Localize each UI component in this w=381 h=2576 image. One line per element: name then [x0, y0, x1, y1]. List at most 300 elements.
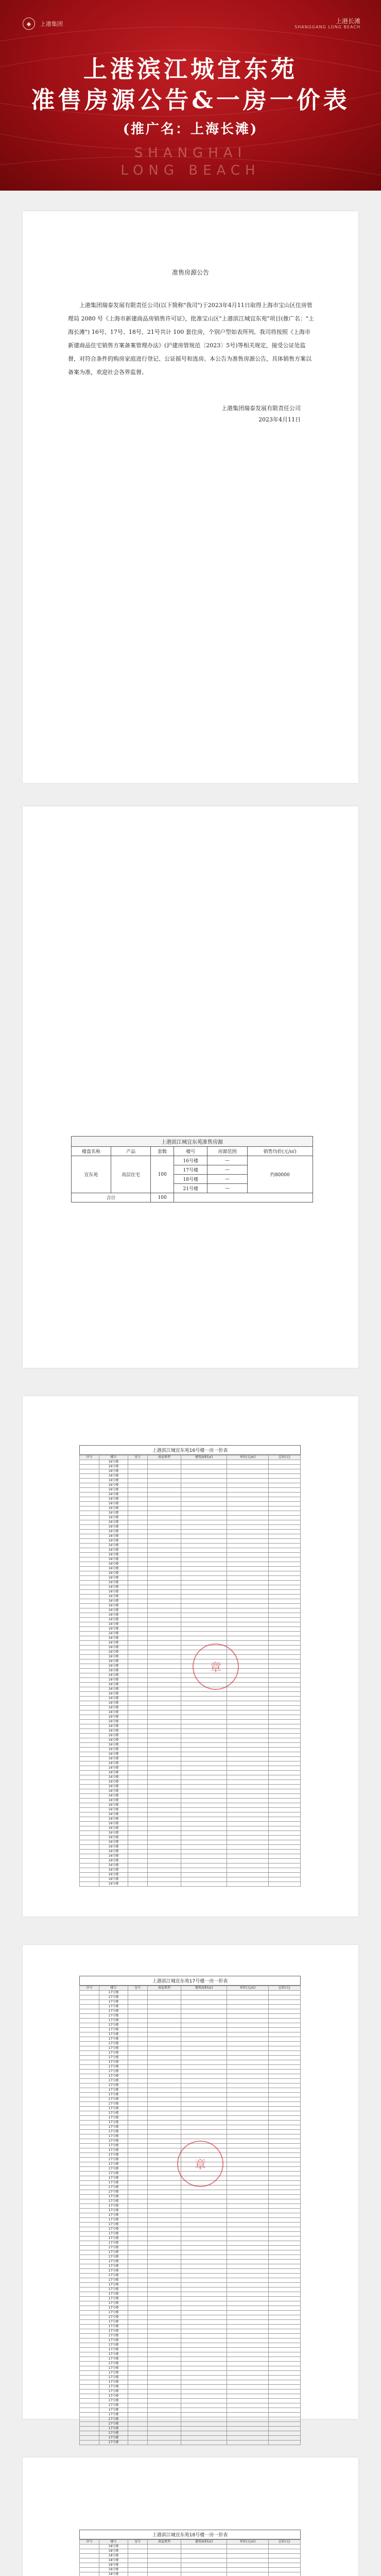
unit-cell: 17号楼 [99, 2338, 128, 2343]
unit-cell [181, 1516, 227, 1520]
unit-cell [147, 1497, 181, 1502]
unit-cell: 16号楼 [99, 1655, 128, 1659]
summary-range-detail: — [207, 1175, 247, 1184]
unit-cell: 16号楼 [99, 1585, 128, 1590]
unit-cell [147, 2389, 181, 2394]
unit-row [80, 1516, 301, 1520]
unit-cell [268, 1479, 300, 1483]
unit-row [80, 2549, 301, 2554]
unit-cell [80, 2399, 99, 2403]
unit-cell [147, 1553, 181, 1557]
unit-cell [147, 1868, 181, 1873]
unit-row [80, 2032, 301, 2037]
unit-cell [147, 2554, 181, 2558]
unit-cell [181, 1701, 227, 1706]
unit-cell [268, 2176, 300, 2181]
unit-cell [147, 1882, 181, 1887]
unit-cell [227, 1483, 268, 1488]
unit-cell [128, 1646, 147, 1650]
unit-cell [227, 1771, 268, 1775]
unit-cell [147, 2301, 181, 2306]
summary-range: 21号楼 [174, 1184, 207, 1193]
summary-range-detail: — [207, 1165, 247, 1175]
unit-cell [80, 2545, 99, 2549]
unit-cell [147, 2329, 181, 2334]
unit-cell [147, 1613, 181, 1618]
unit-cell [268, 2199, 300, 2204]
unit-cell: 16号楼 [99, 1780, 128, 1785]
unit-table-document-2 [23, 1945, 358, 2444]
unit-cell [80, 2088, 99, 2093]
unit-row [80, 2185, 301, 2190]
unit-row [80, 1701, 301, 1706]
unit-cell [181, 2060, 227, 2065]
unit-cell [181, 2241, 227, 2246]
unit-row [80, 2320, 301, 2325]
unit-row [80, 1632, 301, 1636]
unit-cell [147, 2366, 181, 2371]
unit-cell [181, 1780, 227, 1785]
unit-row [80, 2209, 301, 2213]
unit-cell: 16号楼 [99, 1465, 128, 1469]
unit-cell [80, 1826, 99, 1831]
unit-cell [80, 2181, 99, 2185]
unit-cell [227, 2366, 268, 2371]
unit-cell: 16号楼 [99, 1808, 128, 1812]
unit-cell [227, 2056, 268, 2060]
unit-cell [268, 2241, 300, 2246]
unit-cell [147, 1785, 181, 1789]
unit-cell [147, 2056, 181, 2060]
unit-cell [128, 1669, 147, 1673]
unit-cell [227, 2287, 268, 2292]
summary-table [71, 1146, 313, 1202]
unit-cell [227, 1789, 268, 1794]
unit-cell [80, 1618, 99, 1622]
unit-cell [147, 1775, 181, 1780]
unit-row [80, 1868, 301, 1873]
unit-cell [227, 1873, 268, 1877]
unit-row [80, 2376, 301, 2380]
unit-cell [268, 2139, 300, 2144]
unit-cell [80, 1854, 99, 1859]
unit-cell [80, 1474, 99, 1479]
unit-header-cell: 楼号 [99, 2540, 128, 2545]
unit-row [80, 2325, 301, 2329]
unit-cell [80, 2376, 99, 2380]
unit-cell [80, 1576, 99, 1581]
unit-row [80, 1567, 301, 1571]
unit-cell [227, 1882, 268, 1887]
unit-cell [128, 2352, 147, 2357]
unit-cell [80, 2111, 99, 2116]
unit-cell [268, 1692, 300, 1697]
unit-cell [227, 1534, 268, 1539]
unit-row [80, 1488, 301, 1493]
unit-cell [128, 1576, 147, 1581]
unit-cell: 18号楼 [99, 2568, 128, 2572]
unit-cell [128, 2427, 147, 2431]
unit-cell [147, 1808, 181, 1812]
unit-row [80, 2246, 301, 2250]
unit-cell [268, 2172, 300, 2176]
unit-row [80, 2190, 301, 2195]
unit-cell [128, 1757, 147, 1761]
unit-cell [181, 1799, 227, 1803]
unit-row [80, 2042, 301, 2046]
unit-cell: 17号楼 [99, 2223, 128, 2227]
unit-cell [268, 2060, 300, 2065]
unit-cell [181, 1604, 227, 1608]
unit-cell [268, 2264, 300, 2269]
unit-cell [80, 2427, 99, 2431]
unit-header-cell: 楼号 [99, 1986, 128, 1991]
unit-cell [147, 1854, 181, 1859]
unit-cell [227, 2204, 268, 2209]
unit-cell [80, 2107, 99, 2111]
unit-cell: 17号楼 [99, 2246, 128, 2250]
unit-cell [268, 2209, 300, 2213]
unit-cell [128, 2554, 147, 2558]
unit-cell [268, 1785, 300, 1789]
unit-row [80, 2111, 301, 2116]
unit-cell: 16号楼 [99, 1766, 128, 1771]
unit-cell [227, 2172, 268, 2176]
unit-cell [147, 2046, 181, 2051]
unit-cell [128, 2028, 147, 2032]
unit-cell [268, 2343, 300, 2348]
unit-row [80, 1877, 301, 1882]
unit-cell [128, 2250, 147, 2255]
unit-cell: 17号楼 [99, 2185, 128, 2190]
unit-cell [181, 2329, 227, 2334]
unit-cell [227, 2558, 268, 2563]
unit-cell: 17号楼 [99, 2079, 128, 2083]
unit-cell [227, 2181, 268, 2185]
unit-cell [147, 1493, 181, 1497]
unit-cell [147, 1673, 181, 1678]
unit-cell [227, 1683, 268, 1687]
unit-row [80, 1836, 301, 1840]
unit-cell [147, 1604, 181, 1608]
unit-cell [181, 2009, 227, 2014]
unit-cell [147, 2311, 181, 2315]
unit-cell: 17号楼 [99, 2241, 128, 2246]
unit-cell [128, 2060, 147, 2065]
unit-cell: 17号楼 [99, 2260, 128, 2264]
unit-cell [147, 1748, 181, 1752]
unit-cell [227, 1460, 268, 1465]
unit-cell [128, 1991, 147, 1995]
unit-cell [80, 2260, 99, 2264]
unit-cell: 16号楼 [99, 1673, 128, 1678]
unit-cell [227, 1599, 268, 1604]
unit-cell [147, 2014, 181, 2019]
unit-cell [227, 2549, 268, 2554]
unit-header-cell: 单价(元/㎡) [227, 1986, 268, 1991]
unit-cell [268, 1506, 300, 1511]
unit-row [80, 1720, 301, 1724]
unit-cell [80, 2422, 99, 2427]
unit-cell: 16号楼 [99, 1520, 128, 1525]
unit-cell [181, 1562, 227, 1567]
unit-cell [268, 2218, 300, 2223]
unit-cell [227, 2190, 268, 2195]
unit-header-cell: 楼号 [99, 1455, 128, 1460]
unit-cell [227, 2037, 268, 2042]
unit-row [80, 2311, 301, 2315]
unit-cell [181, 2056, 227, 2060]
unit-cell [268, 1743, 300, 1748]
unit-cell [268, 2301, 300, 2306]
unit-cell: 16号楼 [99, 1483, 128, 1488]
unit-cell [80, 1877, 99, 1882]
unit-cell [268, 2554, 300, 2558]
unit-cell [128, 2545, 147, 2549]
unit-cell [227, 1627, 268, 1632]
unit-cell: 17号楼 [99, 2009, 128, 2014]
unit-cell [181, 2046, 227, 2051]
unit-cell: 16号楼 [99, 1599, 128, 1604]
unit-cell [147, 2362, 181, 2366]
unit-cell [80, 2000, 99, 2005]
unit-cell [181, 1794, 227, 1799]
unit-cell [80, 1506, 99, 1511]
unit-cell [80, 2093, 99, 2097]
unit-cell [268, 2260, 300, 2264]
unit-cell [128, 1729, 147, 1734]
summary-units: 100 [151, 1156, 174, 1193]
unit-row [80, 2427, 301, 2431]
unit-cell [268, 2338, 300, 2343]
unit-cell [147, 2176, 181, 2181]
unit-cell: 17号楼 [99, 2213, 128, 2218]
unit-cell [80, 2046, 99, 2051]
unit-row [80, 2070, 301, 2074]
unit-cell [268, 2107, 300, 2111]
unit-row [80, 2213, 301, 2218]
unit-cell [147, 1771, 181, 1775]
unit-cell [128, 2195, 147, 2199]
unit-cell: 16号楼 [99, 1761, 128, 1766]
unit-cell [147, 2139, 181, 2144]
unit-cell: 17号楼 [99, 2014, 128, 2019]
summary-header: 产品 [111, 1147, 151, 1156]
unit-cell [227, 2144, 268, 2148]
summary-range: 18号楼 [174, 1175, 207, 1184]
unit-cell [268, 2348, 300, 2352]
unit-cell: 17号楼 [99, 2357, 128, 2362]
unit-cell [128, 2079, 147, 2083]
unit-cell [80, 2125, 99, 2130]
unit-cell [227, 1692, 268, 1697]
unit-cell: 16号楼 [99, 1775, 128, 1780]
unit-cell [181, 1571, 227, 1576]
unit-cell: 17号楼 [99, 2046, 128, 2051]
unit-cell [181, 1882, 227, 1887]
unit-cell [181, 1567, 227, 1571]
unit-cell [181, 2125, 227, 2130]
unit-cell [227, 1845, 268, 1850]
unit-cell [227, 1548, 268, 1553]
unit-cell [268, 1646, 300, 1650]
unit-row [80, 2079, 301, 2083]
unit-cell [268, 1673, 300, 1678]
unit-cell [128, 2005, 147, 2009]
wordmark-line2: LONG BEACH [120, 163, 261, 178]
unit-cell [128, 2362, 147, 2366]
unit-cell [80, 2394, 99, 2399]
unit-row [80, 1687, 301, 1692]
unit-cell [147, 2032, 181, 2037]
unit-cell [268, 1502, 300, 1506]
unit-cell [181, 1544, 227, 1548]
unit-cell [147, 1706, 181, 1710]
unit-cell [268, 2297, 300, 2301]
unit-cell [128, 2325, 147, 2329]
unit-cell [80, 1511, 99, 1516]
unit-cell [227, 1604, 268, 1608]
unit-cell [147, 1678, 181, 1683]
unit-row [80, 2292, 301, 2297]
unit-cell [181, 2195, 227, 2199]
unit-row [80, 2563, 301, 2568]
unit-cell [181, 2269, 227, 2274]
unit-cell [268, 1859, 300, 1863]
unit-cell [147, 2107, 181, 2111]
unit-row [80, 1469, 301, 1474]
unit-cell [147, 1831, 181, 1836]
unit-cell [80, 1734, 99, 1738]
unit-cell [181, 2209, 227, 2213]
unit-cell [227, 2260, 268, 2264]
unit-cell [80, 1646, 99, 1650]
unit-cell [147, 1590, 181, 1595]
unit-cell [147, 2088, 181, 2093]
unit-cell [80, 1729, 99, 1734]
unit-row [80, 1502, 301, 1506]
unit-cell [128, 1836, 147, 1840]
unit-cell: 16号楼 [99, 1729, 128, 1734]
unit-cell [268, 2325, 300, 2329]
unit-cell [268, 2436, 300, 2441]
unit-price-table [79, 1455, 301, 1887]
unit-cell: 16号楼 [99, 1831, 128, 1836]
unit-cell [128, 2301, 147, 2306]
unit-cell [181, 2116, 227, 2121]
unit-row [80, 1604, 301, 1608]
unit-cell [128, 2204, 147, 2209]
unit-header-cell: 单价(元/㎡) [227, 2540, 268, 2545]
unit-row [80, 2130, 301, 2134]
unit-cell [227, 1516, 268, 1520]
unit-cell [80, 2009, 99, 2014]
unit-cell [268, 1854, 300, 1859]
unit-cell: 16号楼 [99, 1826, 128, 1831]
unit-cell [80, 1812, 99, 1817]
unit-cell [147, 2563, 181, 2568]
unit-cell [181, 2558, 227, 2563]
unit-header-cell: 房屋类型 [147, 1986, 181, 1991]
unit-cell [227, 2023, 268, 2028]
unit-cell [80, 2348, 99, 2352]
unit-cell [268, 1469, 300, 1474]
developer-logo-text: 上港集团 [40, 21, 63, 27]
unit-cell [227, 1706, 268, 1710]
unit-cell [227, 2074, 268, 2079]
unit-cell [227, 1743, 268, 1748]
unit-cell [128, 2389, 147, 2394]
unit-cell: 17号楼 [99, 2389, 128, 2394]
summary-total-blank [174, 1193, 313, 1202]
unit-cell [268, 2329, 300, 2334]
unit-cell [268, 1687, 300, 1692]
unit-header-cell: 总价(元) [268, 1455, 300, 1460]
unit-cell: 17号楼 [99, 2352, 128, 2357]
unit-row [80, 2107, 301, 2111]
unit-cell [147, 1664, 181, 1669]
unit-cell [227, 2070, 268, 2074]
unit-row [80, 2338, 301, 2343]
unit-cell [128, 2283, 147, 2287]
unit-cell [147, 1460, 181, 1465]
hero-title-line1: 上港滨江城宜东苑 [83, 55, 298, 83]
unit-cell [181, 1850, 227, 1854]
unit-cell: 17号楼 [99, 2311, 128, 2315]
unit-cell [80, 2218, 99, 2223]
unit-row [80, 1678, 301, 1683]
unit-row [80, 1863, 301, 1868]
unit-cell: 16号楼 [99, 1567, 128, 1571]
unit-cell [268, 2236, 300, 2241]
unit-cell [147, 1789, 181, 1794]
unit-row [80, 1548, 301, 1553]
unit-cell: 16号楼 [99, 1752, 128, 1757]
unit-cell [268, 2111, 300, 2116]
unit-cell [227, 1608, 268, 1613]
unit-row [80, 2278, 301, 2283]
unit-cell [80, 1748, 99, 1752]
unit-cell [147, 1826, 181, 1831]
unit-cell [128, 1863, 147, 1868]
unit-cell [227, 2246, 268, 2250]
unit-cell [181, 2093, 227, 2097]
unit-cell [80, 2074, 99, 2079]
unit-row [80, 2343, 301, 2348]
unit-cell [80, 1590, 99, 1595]
unit-cell [268, 1845, 300, 1850]
unit-cell: 16号楼 [99, 1469, 128, 1474]
unit-cell [128, 1581, 147, 1585]
unit-cell [227, 2554, 268, 2558]
unit-cell [80, 2278, 99, 2283]
unit-cell [147, 2292, 181, 2297]
unit-cell [227, 2334, 268, 2338]
unit-cell [80, 1850, 99, 1854]
unit-row [80, 1789, 301, 1794]
summary-range-detail: — [207, 1156, 247, 1165]
unit-cell: 17号楼 [99, 2292, 128, 2297]
unit-cell [147, 2255, 181, 2260]
unit-cell [147, 2427, 181, 2431]
unit-cell [80, 2232, 99, 2236]
unit-row [80, 1995, 301, 2000]
unit-cell [268, 2320, 300, 2325]
unit-cell [80, 1483, 99, 1488]
unit-cell [227, 2352, 268, 2357]
unit-row [80, 2436, 301, 2441]
unit-cell [268, 2366, 300, 2371]
